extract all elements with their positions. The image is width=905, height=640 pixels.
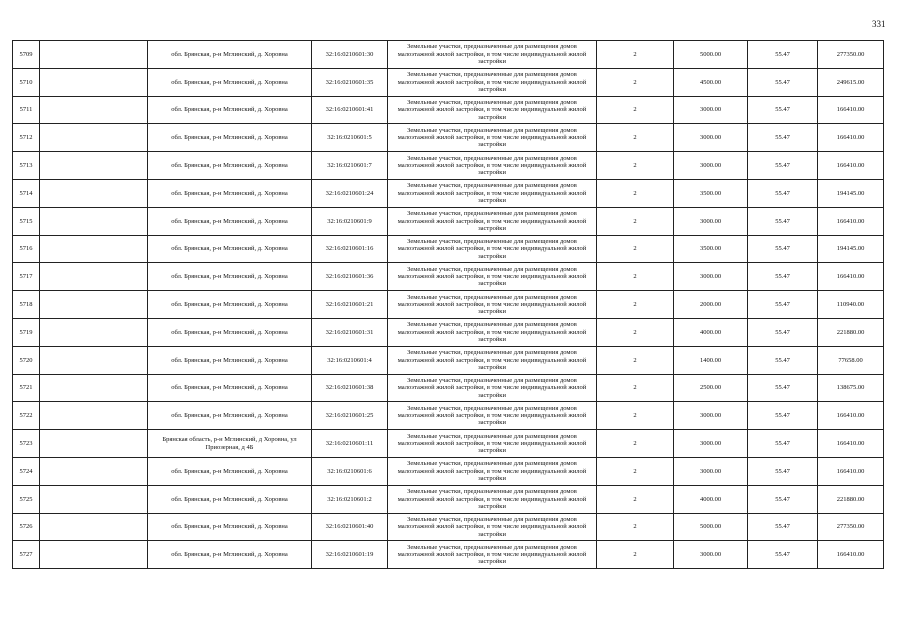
rate-cell: 55.47 bbox=[748, 318, 818, 346]
table-row bbox=[13, 291, 884, 319]
row-number: 5716 bbox=[13, 235, 40, 263]
cadastral-number-cell: 32:16:0210601:35 bbox=[312, 68, 388, 96]
land-use-cell: Земельные участки, предназначенные для размещения домов малоэтажной жилой застройки, в том числе индивидуальной жилой застройки bbox=[388, 318, 597, 346]
cadastral-value-cell: 221880.00 bbox=[818, 318, 884, 346]
row-number: 5726 bbox=[13, 513, 40, 541]
spacer-cell bbox=[40, 485, 148, 513]
land-use-cell: Земельные участки, предназначенные для размещения домов малоэтажной жилой застройки, в том числе индивидуальной жилой застройки bbox=[388, 291, 597, 319]
spacer-cell bbox=[40, 96, 148, 124]
row-number: 5710 bbox=[13, 68, 40, 96]
area-cell: 5000.00 bbox=[674, 513, 748, 541]
row-number: 5709 bbox=[13, 41, 40, 69]
rate-cell: 55.47 bbox=[748, 152, 818, 180]
area-cell: 2500.00 bbox=[674, 374, 748, 402]
rate-cell: 55.47 bbox=[748, 68, 818, 96]
row-number: 5718 bbox=[13, 291, 40, 319]
land-use-cell: Земельные участки, предназначенные для размещения домов малоэтажной жилой застройки, в том числе индивидуальной жилой застройки bbox=[388, 41, 597, 69]
area-cell: 4500.00 bbox=[674, 68, 748, 96]
rate-cell: 55.47 bbox=[748, 124, 818, 152]
cadastral-value-cell: 166410.00 bbox=[818, 207, 884, 235]
cadastral-value-cell: 166410.00 bbox=[818, 457, 884, 485]
spacer-cell bbox=[40, 430, 148, 458]
row-number: 5712 bbox=[13, 124, 40, 152]
group-cell: 2 bbox=[597, 179, 674, 207]
spacer-cell bbox=[40, 402, 148, 430]
address-cell: обл. Брянская, р-н Мглинский, д. Хоровна bbox=[148, 207, 312, 235]
area-cell: 3000.00 bbox=[674, 457, 748, 485]
area-cell: 3000.00 bbox=[674, 541, 748, 569]
cadastral-value-cell: 221880.00 bbox=[818, 485, 884, 513]
group-cell: 2 bbox=[597, 485, 674, 513]
cadastral-number-cell: 32:16:0210601:2 bbox=[312, 485, 388, 513]
table-row bbox=[13, 457, 884, 485]
land-use-cell: Земельные участки, предназначенные для размещения домов малоэтажной жилой застройки, в том числе индивидуальной жилой застройки bbox=[388, 374, 597, 402]
land-use-cell: Земельные участки, предназначенные для размещения домов малоэтажной жилой застройки, в том числе индивидуальной жилой застройки bbox=[388, 402, 597, 430]
land-use-cell: Земельные участки, предназначенные для размещения домов малоэтажной жилой застройки, в том числе индивидуальной жилой застройки bbox=[388, 430, 597, 458]
cadastral-number-cell: 32:16:0210601:7 bbox=[312, 152, 388, 180]
row-number: 5715 bbox=[13, 207, 40, 235]
area-cell: 5000.00 bbox=[674, 41, 748, 69]
spacer-cell bbox=[40, 207, 148, 235]
table-row bbox=[13, 124, 884, 152]
rate-cell: 55.47 bbox=[748, 179, 818, 207]
spacer-cell bbox=[40, 541, 148, 569]
land-use-cell: Земельные участки, предназначенные для размещения домов малоэтажной жилой застройки, в том числе индивидуальной жилой застройки bbox=[388, 179, 597, 207]
address-cell: обл. Брянская, р-н Мглинский, д. Хоровна bbox=[148, 346, 312, 374]
cadastral-number-cell: 32:16:0210601:30 bbox=[312, 41, 388, 69]
table-row bbox=[13, 402, 884, 430]
table-row bbox=[13, 430, 884, 458]
table-row bbox=[13, 68, 884, 96]
area-cell: 3000.00 bbox=[674, 152, 748, 180]
spacer-cell bbox=[40, 513, 148, 541]
rate-cell: 55.47 bbox=[748, 291, 818, 319]
address-cell: обл. Брянская, р-н Мглинский, д. Хоровна bbox=[148, 96, 312, 124]
address-cell: обл. Брянская, р-н Мглинский, д. Хоровна bbox=[148, 457, 312, 485]
table-row bbox=[13, 318, 884, 346]
table-row bbox=[13, 513, 884, 541]
address-cell: обл. Брянская, р-н Мглинский, д. Хоровна bbox=[148, 485, 312, 513]
spacer-cell bbox=[40, 346, 148, 374]
spacer-cell bbox=[40, 41, 148, 69]
land-use-cell: Земельные участки, предназначенные для размещения домов малоэтажной жилой застройки, в том числе индивидуальной жилой застройки bbox=[388, 513, 597, 541]
spacer-cell bbox=[40, 457, 148, 485]
cadastral-value-cell: 166410.00 bbox=[818, 402, 884, 430]
cadastral-value-cell: 194145.00 bbox=[818, 179, 884, 207]
table-row bbox=[13, 41, 884, 69]
spacer-cell bbox=[40, 374, 148, 402]
cadastral-value-cell: 166410.00 bbox=[818, 541, 884, 569]
cadastral-number-cell: 32:16:0210601:9 bbox=[312, 207, 388, 235]
table-row bbox=[13, 152, 884, 180]
rate-cell: 55.47 bbox=[748, 263, 818, 291]
row-number: 5713 bbox=[13, 152, 40, 180]
area-cell: 3000.00 bbox=[674, 263, 748, 291]
table-row bbox=[13, 179, 884, 207]
table-row bbox=[13, 263, 884, 291]
address-cell: обл. Брянская, р-н Мглинский, д. Хоровна bbox=[148, 541, 312, 569]
row-number: 5714 bbox=[13, 179, 40, 207]
group-cell: 2 bbox=[597, 291, 674, 319]
cadastral-number-cell: 32:16:0210601:24 bbox=[312, 179, 388, 207]
row-number: 5720 bbox=[13, 346, 40, 374]
row-number: 5711 bbox=[13, 96, 40, 124]
address-cell: Брянская область, р-н Мглинский, д Хоровна, ул Приозерная, д 4Б bbox=[148, 430, 312, 458]
address-cell: обл. Брянская, р-н Мглинский, д. Хоровна bbox=[148, 179, 312, 207]
cadastral-number-cell: 32:16:0210601:36 bbox=[312, 263, 388, 291]
land-use-cell: Земельные участки, предназначенные для размещения домов малоэтажной жилой застройки, в том числе индивидуальной жилой застройки bbox=[388, 152, 597, 180]
address-cell: обл. Брянская, р-н Мглинский, д. Хоровна bbox=[148, 235, 312, 263]
address-cell: обл. Брянская, р-н Мглинский, д. Хоровна bbox=[148, 318, 312, 346]
cadastral-number-cell: 32:16:0210601:4 bbox=[312, 346, 388, 374]
group-cell: 2 bbox=[597, 96, 674, 124]
land-use-cell: Земельные участки, предназначенные для размещения домов малоэтажной жилой застройки, в том числе индивидуальной жилой застройки bbox=[388, 96, 597, 124]
area-cell: 4000.00 bbox=[674, 485, 748, 513]
land-use-cell: Земельные участки, предназначенные для размещения домов малоэтажной жилой застройки, в том числе индивидуальной жилой застройки bbox=[388, 263, 597, 291]
group-cell: 2 bbox=[597, 513, 674, 541]
area-cell: 3000.00 bbox=[674, 96, 748, 124]
cadastral-number-cell: 32:16:0210601:21 bbox=[312, 291, 388, 319]
spacer-cell bbox=[40, 68, 148, 96]
cadastral-value-cell: 249615.00 bbox=[818, 68, 884, 96]
table-row bbox=[13, 96, 884, 124]
group-cell: 2 bbox=[597, 124, 674, 152]
cadastral-number-cell: 32:16:0210601:40 bbox=[312, 513, 388, 541]
group-cell: 2 bbox=[597, 374, 674, 402]
cadastral-number-cell: 32:16:0210601:16 bbox=[312, 235, 388, 263]
rate-cell: 55.47 bbox=[748, 513, 818, 541]
group-cell: 2 bbox=[597, 318, 674, 346]
spacer-cell bbox=[40, 152, 148, 180]
table-row bbox=[13, 374, 884, 402]
rate-cell: 55.47 bbox=[748, 346, 818, 374]
address-cell: обл. Брянская, р-н Мглинский, д. Хоровна bbox=[148, 402, 312, 430]
rate-cell: 55.47 bbox=[748, 235, 818, 263]
address-cell: обл. Брянская, р-н Мглинский, д. Хоровна bbox=[148, 68, 312, 96]
row-number: 5721 bbox=[13, 374, 40, 402]
address-cell: обл. Брянская, р-н Мглинский, д. Хоровна bbox=[148, 152, 312, 180]
land-use-cell: Земельные участки, предназначенные для размещения домов малоэтажной жилой застройки, в том числе индивидуальной жилой застройки bbox=[388, 457, 597, 485]
cadastral-value-cell: 77658.00 bbox=[818, 346, 884, 374]
cadastral-value-cell: 166410.00 bbox=[818, 124, 884, 152]
spacer-cell bbox=[40, 318, 148, 346]
spacer-cell bbox=[40, 235, 148, 263]
row-number: 5723 bbox=[13, 430, 40, 458]
rate-cell: 55.47 bbox=[748, 541, 818, 569]
group-cell: 2 bbox=[597, 402, 674, 430]
area-cell: 4000.00 bbox=[674, 318, 748, 346]
address-cell: обл. Брянская, р-н Мглинский, д. Хоровна bbox=[148, 291, 312, 319]
table-row bbox=[13, 541, 884, 569]
land-use-cell: Земельные участки, предназначенные для размещения домов малоэтажной жилой застройки, в том числе индивидуальной жилой застройки bbox=[388, 541, 597, 569]
area-cell: 3000.00 bbox=[674, 430, 748, 458]
area-cell: 3000.00 bbox=[674, 207, 748, 235]
table-row bbox=[13, 207, 884, 235]
land-use-cell: Земельные участки, предназначенные для размещения домов малоэтажной жилой застройки, в том числе индивидуальной жилой застройки bbox=[388, 235, 597, 263]
cadastral-number-cell: 32:16:0210601:25 bbox=[312, 402, 388, 430]
land-use-cell: Земельные участки, предназначенные для размещения домов малоэтажной жилой застройки, в том числе индивидуальной жилой застройки bbox=[388, 485, 597, 513]
cadastral-value-cell: 166410.00 bbox=[818, 96, 884, 124]
group-cell: 2 bbox=[597, 430, 674, 458]
address-cell: обл. Брянская, р-н Мглинский, д. Хоровна bbox=[148, 41, 312, 69]
page-number: 331 bbox=[872, 19, 886, 29]
row-number: 5724 bbox=[13, 457, 40, 485]
land-use-cell: Земельные участки, предназначенные для размещения домов малоэтажной жилой застройки, в том числе индивидуальной жилой застройки bbox=[388, 68, 597, 96]
cadastral-value-cell: 110940.00 bbox=[818, 291, 884, 319]
cadastral-number-cell: 32:16:0210601:11 bbox=[312, 430, 388, 458]
area-cell: 3500.00 bbox=[674, 235, 748, 263]
group-cell: 2 bbox=[597, 68, 674, 96]
cadastral-value-cell: 166410.00 bbox=[818, 152, 884, 180]
rate-cell: 55.47 bbox=[748, 41, 818, 69]
rate-cell: 55.47 bbox=[748, 374, 818, 402]
rate-cell: 55.47 bbox=[748, 430, 818, 458]
spacer-cell bbox=[40, 179, 148, 207]
area-cell: 1400.00 bbox=[674, 346, 748, 374]
area-cell: 3000.00 bbox=[674, 402, 748, 430]
table-body bbox=[13, 41, 884, 569]
land-use-cell: Земельные участки, предназначенные для размещения домов малоэтажной жилой застройки, в том числе индивидуальной жилой застройки bbox=[388, 124, 597, 152]
area-cell: 3000.00 bbox=[674, 124, 748, 152]
area-cell: 3500.00 bbox=[674, 179, 748, 207]
cadastral-number-cell: 32:16:0210601:38 bbox=[312, 374, 388, 402]
group-cell: 2 bbox=[597, 152, 674, 180]
group-cell: 2 bbox=[597, 541, 674, 569]
group-cell: 2 bbox=[597, 346, 674, 374]
row-number: 5717 bbox=[13, 263, 40, 291]
table-row bbox=[13, 235, 884, 263]
cadastral-value-cell: 166410.00 bbox=[818, 263, 884, 291]
cadastral-value-cell: 277350.00 bbox=[818, 41, 884, 69]
row-number: 5725 bbox=[13, 485, 40, 513]
rate-cell: 55.47 bbox=[748, 96, 818, 124]
spacer-cell bbox=[40, 263, 148, 291]
rate-cell: 55.47 bbox=[748, 207, 818, 235]
cadastral-number-cell: 32:16:0210601:6 bbox=[312, 457, 388, 485]
address-cell: обл. Брянская, р-н Мглинский, д. Хоровна bbox=[148, 124, 312, 152]
cadastral-value-cell: 277350.00 bbox=[818, 513, 884, 541]
rate-cell: 55.47 bbox=[748, 402, 818, 430]
group-cell: 2 bbox=[597, 457, 674, 485]
area-cell: 2000.00 bbox=[674, 291, 748, 319]
land-use-cell: Земельные участки, предназначенные для размещения домов малоэтажной жилой застройки, в том числе индивидуальной жилой застройки bbox=[388, 346, 597, 374]
group-cell: 2 bbox=[597, 207, 674, 235]
group-cell: 2 bbox=[597, 41, 674, 69]
cadastral-number-cell: 32:16:0210601:31 bbox=[312, 318, 388, 346]
group-cell: 2 bbox=[597, 235, 674, 263]
address-cell: обл. Брянская, р-н Мглинский, д. Хоровна bbox=[148, 374, 312, 402]
table-row bbox=[13, 346, 884, 374]
spacer-cell bbox=[40, 291, 148, 319]
rate-cell: 55.47 bbox=[748, 485, 818, 513]
row-number: 5719 bbox=[13, 318, 40, 346]
row-number: 5722 bbox=[13, 402, 40, 430]
cadastral-value-table bbox=[12, 40, 884, 569]
rate-cell: 55.47 bbox=[748, 457, 818, 485]
cadastral-value-cell: 166410.00 bbox=[818, 430, 884, 458]
cadastral-value-cell: 138675.00 bbox=[818, 374, 884, 402]
cadastral-number-cell: 32:16:0210601:19 bbox=[312, 541, 388, 569]
cadastral-number-cell: 32:16:0210601:41 bbox=[312, 96, 388, 124]
table-row bbox=[13, 485, 884, 513]
spacer-cell bbox=[40, 124, 148, 152]
land-use-cell: Земельные участки, предназначенные для размещения домов малоэтажной жилой застройки, в том числе индивидуальной жилой застройки bbox=[388, 207, 597, 235]
row-number: 5727 bbox=[13, 541, 40, 569]
group-cell: 2 bbox=[597, 263, 674, 291]
cadastral-value-cell: 194145.00 bbox=[818, 235, 884, 263]
cadastral-number-cell: 32:16:0210601:5 bbox=[312, 124, 388, 152]
address-cell: обл. Брянская, р-н Мглинский, д. Хоровна bbox=[148, 513, 312, 541]
address-cell: обл. Брянская, р-н Мглинский, д. Хоровна bbox=[148, 263, 312, 291]
